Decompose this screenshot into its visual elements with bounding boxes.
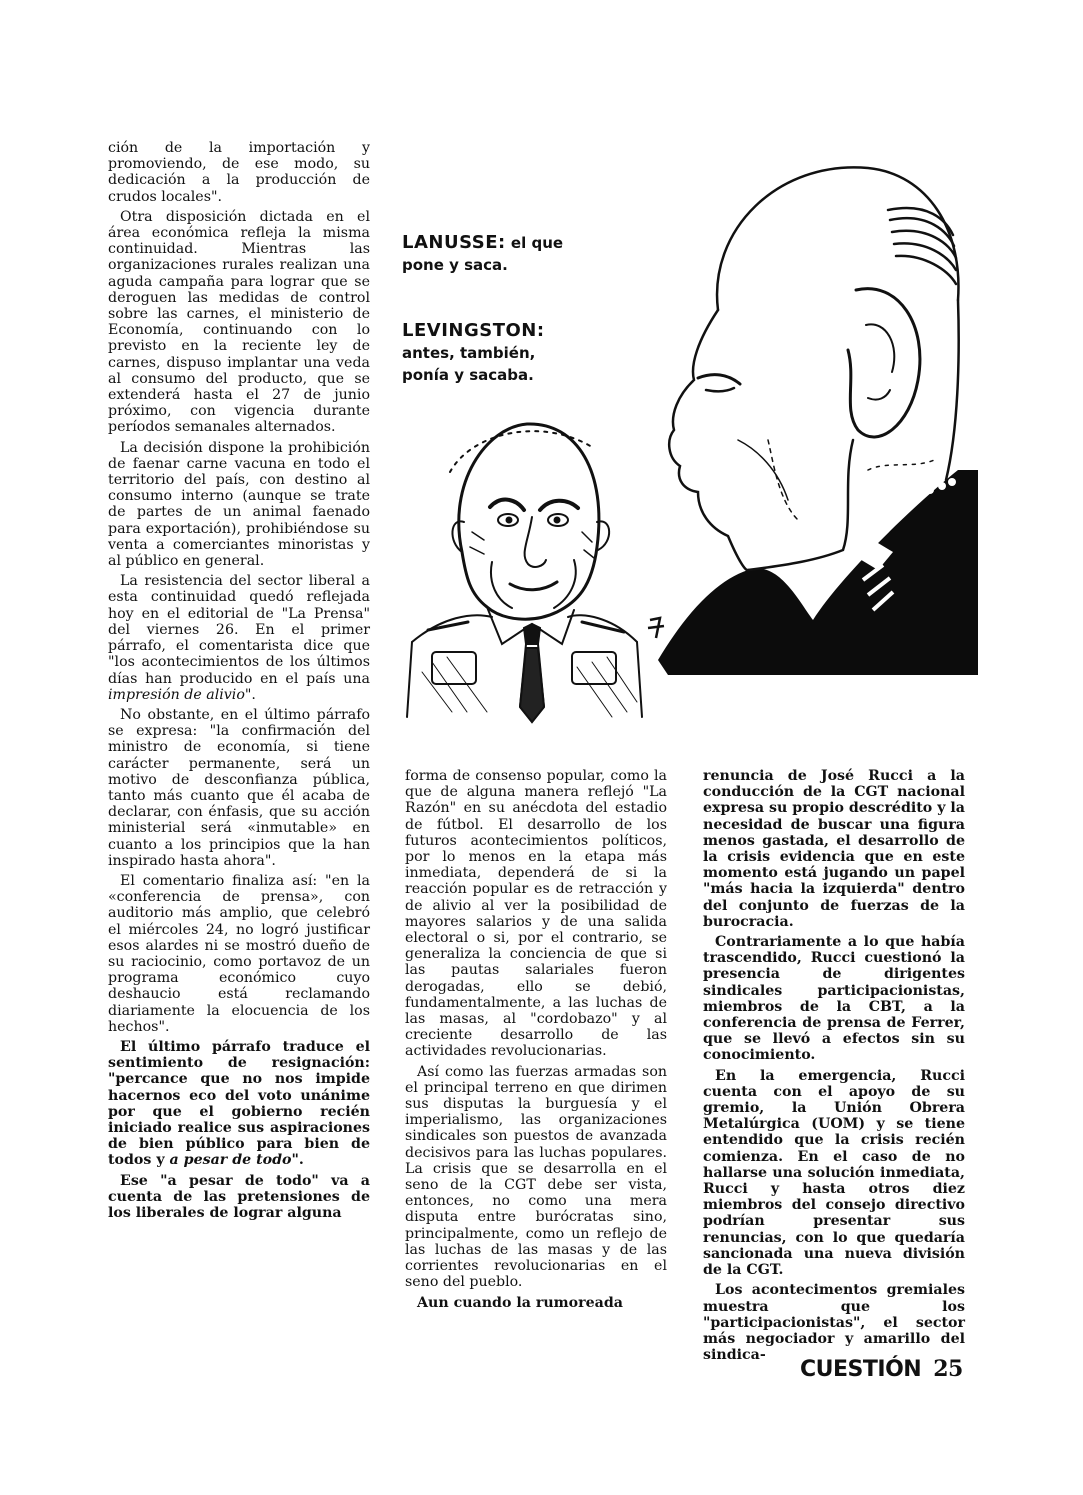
- caption-text: el que pone y saca.: [402, 234, 564, 274]
- paragraph: No obstante, en el último párrafo se expresa: "la confirmación del ministro de economía, si tiene carácter permanente, será un motivo de desconfianza pública, tanto más cuanto que él acaba de declarar, con énfasis, que su acción ministerial será «inmutable» en cuanto a los principios que la han inspirado hasta ahora".: [108, 706, 370, 869]
- paragraph: [108, 573, 370, 703]
- paragraph: ción de la importación y promoviendo, de ese modo, su dedicación a la producción de crudos locales".: [108, 140, 370, 205]
- italic-quote: impresión de alivio: [108, 686, 245, 703]
- paragraph: Así como las fuerzas armadas son el principal terreno en que dirimen sus disputas la burguesía y el imperialismo, las organizaciones sindicales son puestos de avanzada decisivos para las luchas populares. La crisis que se desarrolla en el seno de la CGT debe ser vista, entonces, no como una mera disputa entre burócratas sino, principalmente, como un reflejo de las luchas de las masas y de las corrientes revolucionarias en el seno del pueblo.: [405, 1063, 667, 1291]
- paragraph: [108, 1039, 370, 1169]
- paragraph: forma de consenso popular, como la que de alguna manera reflejó "La Razón" en su anécdota del estadio de fútbol. El desarrollo de los futuros acontecimientos políticos, por lo menos en la etapa más inmediata, dependerá de si la reacción popular es de retracción y de alivio al ver la posibilidad de mayores salarios y de una salida electoral o si, por el contrario, se generaliza la conciencia de que si las pautas salariales fueron derogadas, ello se debió, fundamentalmente, a las luchas de las masas, al "cordobazo" y al creciente desarrollo de las actividades revolucionarias.: [405, 768, 667, 1060]
- paragraph-text: ".: [291, 1152, 304, 1169]
- paragraph: Contrariamente a lo que había trascendido, Rucci cuestionó la presencia de dirigentes sindicales participacionistas, miembros de la CBT, a la conferencia de prensa de Ferrer, que se llevó a efectos sin su conocimiento.: [703, 934, 965, 1064]
- paragraph-text: ".: [244, 686, 256, 703]
- paragraph: El comentario finaliza así: "en la «conferencia de prensa», con auditorio más amplio, que celebró el miércoles 24, no logró justificar esos alardes ni se mostró dueño de su raciocinio, como portavoz de un programa económico cuyo deshaucio está reclamando diariamente la elocuencia de los hechos".: [108, 872, 370, 1035]
- text-column-2: [405, 768, 667, 1315]
- paragraph: Los acontecimentos gremiales muestra que los "participacionistas", el sector más negociador y amarillo del sindica-: [703, 1282, 965, 1364]
- text-column-1: [108, 140, 370, 1225]
- magazine-name: CUESTIÓN: [800, 1357, 922, 1382]
- lanusse-caricature: [628, 140, 978, 715]
- paragraph-text: La resistencia del sector liberal a esta continuidad quedó reflejada hoy en el editorial de "La Prensa" del viernes 26. En el primer párrafo, el comentarista dice que "los acontecimientos de los últimos días han producido en el país una: [108, 573, 370, 687]
- levingston-caricature: [392, 412, 657, 732]
- text-column-3: [703, 768, 965, 1367]
- page-footer: [800, 1356, 963, 1382]
- caption-name: LANUSSE:: [402, 232, 506, 253]
- paragraph-text: El último párrafo traduce el sentimiento de resignación: "percance que no nos impide hacernos eco del voto unánime por que el gobierno recién iniciado realice sus aspiraciones de bien público para bien de todos y: [108, 1038, 370, 1169]
- italic-quote: a pesar de todo: [169, 1152, 292, 1169]
- caption-text: antes, también, ponía y sacaba.: [402, 344, 536, 384]
- paragraph: renuncia de José Rucci a la conducción de la CGT nacional expresa su propio descrédito y la necesidad de buscar una figura menos gastada, el desarrollo de la crisis evidencia que en este momento está jugando un papel "más hacia la izquierda" dentro del conjunto de fuerzas de la burocracia.: [703, 768, 965, 930]
- page-number: 25: [933, 1356, 963, 1382]
- paragraph: En la emergencia, Rucci cuenta con el apoyo de su gremio, la Unión Obrera Metalúrgica (UOM) y se tiene entendido que la crisis recién comienza. En el caso de no hallarse una solución inmediata, Rucci y hasta otros diez miembros del consejo directivo podrían presentar sus renuncias, con lo que quedaría sancionada una nueva división de la CGT.: [703, 1067, 965, 1279]
- paragraph: Aun cuando la rumoreada: [417, 1294, 623, 1311]
- paragraph: Otra disposición dictada en el área económica refleja la misma continuidad. Mientras las organizaciones rurales realizan una aguda campaña para lograr que se deroguen las medidas de control sobre las carnes, el ministerio de Economía, continuando con lo previsto en la reciente ley de carnes, dispuso implantar una veda al consumo del producto, que se extenderá hasta el 27 de junio próximo, con vigencia durante períodos semanales alternados.: [108, 208, 370, 436]
- paragraph: La decisión dispone la prohibición de faenar carne vacuna en todo el territorio del país, con destino al consumo interno (aunque se trate de partes de un animal faenado para exportación), prohibiéndose su venta a comerciantes minoristas y al público en general.: [108, 439, 370, 570]
- paragraph: Ese "a pesar de todo" va a cuenta de las pretensiones de los liberales de lograr alguna: [108, 1172, 370, 1221]
- caption-name: LEVINGSTON:: [402, 320, 545, 341]
- caption-levingston: [402, 320, 572, 386]
- caption-lanusse: [402, 232, 572, 276]
